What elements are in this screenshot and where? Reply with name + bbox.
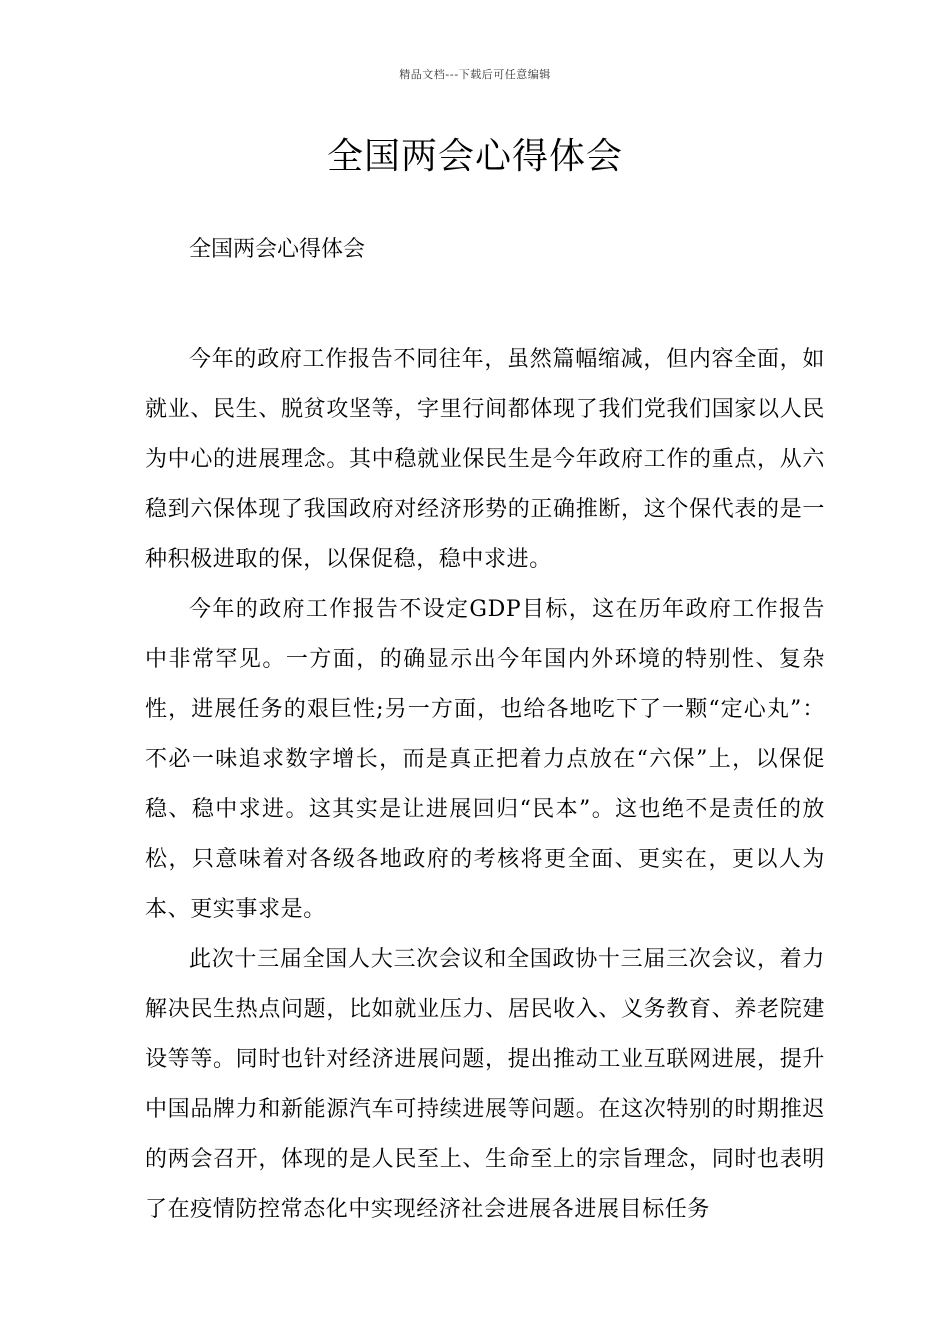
paragraph: 今年的政府工作报告不同往年，虽然篇幅缩减，但内容全面，如就业、民生、脱贫攻坚等，字里行间都体现了我们党我们国家以人民为中心的进展理念。其中稳就业保民生是今年政府工作的重点，从六稳到六保体现了我国政府对经济形势的正确推断，这个保代表的是一种积极进取的保，以保促稳，稳中求进。 (145, 347, 825, 572)
paragraph: 此次十三届全国人大三次会议和全国政协十三届三次会议，着力解决民生热点问题，比如就业压力、居民收入、义务教育、养老院建设等等。同时也针对经济进展问题，提出推动工业互联网进展，提升中国品牌力和新能源汽车可持续进展等问题。在这次特别的时期推迟的两会召开，体现的是人民至上、生命至上的宗旨理念，同时也表明了在疫情防控常态化中实现经济社会进展各进展目标任务 (145, 947, 825, 1222)
paragraph: 今年的政府工作报告不设定GDP目标，这在历年政府工作报告中非常罕见。一方面，的确显示出今年国内外环境的特别性、复杂性，进展任务的艰巨性;另一方面，也给各地吃下了一颗“定心丸”：不必一味追求数字增长，而是真正把着力点放在“六保”上，以保促稳、稳中求进。这其实是让进展回归“民本”。这也绝不是责任的放松，只意味着对各级各地政府的考核将更全面、更实在，更以人为本、更实事求是。 (145, 597, 825, 922)
document-title: 全国两会心得体会 (326, 136, 623, 177)
document-body (145, 335, 825, 1235)
header-note: 精品文档---下载后可任意编辑 (399, 68, 551, 81)
document-subtitle: 全国两会心得体会 (189, 237, 366, 262)
